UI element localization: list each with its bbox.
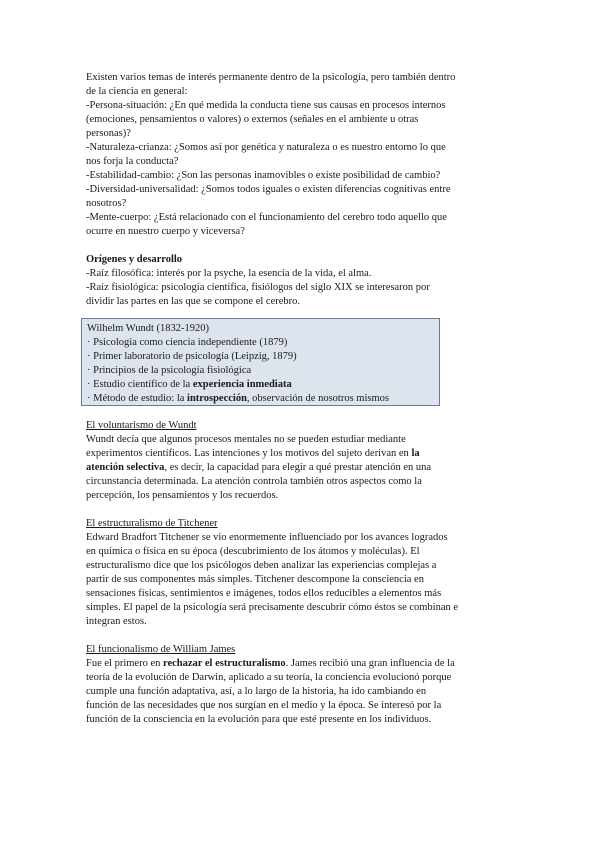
text-line: personas)? bbox=[86, 128, 131, 139]
wundt-box-item: · Psicología como ciencia independiente (1879) bbox=[87, 337, 288, 348]
text-span: · Estudio científico de la bbox=[87, 379, 193, 390]
text-span: Fue el primero en bbox=[86, 658, 163, 669]
text-line: -Raíz fisiológica: psicología científica, fisiólogos del siglo XIX se interesaron por bbox=[86, 282, 430, 293]
text-line bbox=[86, 447, 518, 461]
text-line: Edward Bradfort Titchener se vio enormemente influenciado por los avances logrados bbox=[86, 532, 448, 543]
text-line: nosotros? bbox=[86, 198, 127, 209]
text-line: nos forja la conducta? bbox=[86, 156, 179, 167]
text-line: de la ciencia en general: bbox=[86, 86, 188, 97]
text-line: -Persona-situación: ¿En qué medida la conducta tiene sus causas en procesos internos bbox=[86, 100, 446, 111]
bold-term: la bbox=[411, 448, 420, 459]
estructuralismo-section bbox=[86, 517, 518, 629]
text-line: Wundt decía que algunos procesos mentales no se pueden estudiar mediante bbox=[86, 434, 406, 445]
text-line bbox=[86, 657, 518, 671]
text-line: Existen varios temas de interés permanente dentro de la psicología, pero también dentro bbox=[86, 72, 456, 83]
text-line: -Naturaleza-crianza: ¿Somos así por genética y naturaleza o es nuestro entorno lo que bbox=[86, 142, 446, 153]
text-line: percepción, los pensamientos y los recuerdos. bbox=[86, 490, 279, 501]
text-line: simples. El papel de la psicología será precisamente descubrir cómo éstos se combinan e bbox=[86, 602, 459, 613]
wundt-box-item bbox=[87, 392, 439, 406]
wundt-box-title: Wilhelm Wundt (1832-1920) bbox=[87, 323, 210, 334]
text-line: dividir las partes en las que se compone el cerebro. bbox=[86, 296, 301, 307]
text-line: cumple una función adaptativa, así, a lo largo de la historia, ha ido cambiando en bbox=[86, 686, 427, 697]
bold-term: atención selectiva bbox=[86, 462, 165, 473]
text-line: -Estabilidad-cambio: ¿Son las personas inamovibles o existe posibilidad de cambio? bbox=[86, 170, 441, 181]
text-line: sensaciones físicas, sentimientos e imágenes, todos ellos reducibles a elementos más bbox=[86, 588, 442, 599]
wundt-info-box bbox=[81, 318, 440, 406]
text-line: -Diversidad-universalidad: ¿Somos todos iguales o existen diferencias cognitivas entre bbox=[86, 184, 451, 195]
text-span: · Método de estudio: la bbox=[87, 393, 188, 404]
funcionalismo-section bbox=[86, 643, 518, 727]
origins-section bbox=[86, 253, 518, 309]
voluntarismo-heading: El voluntarismo de Wundt bbox=[86, 420, 197, 431]
bold-term: introspección bbox=[187, 393, 247, 404]
text-line: en química o física en su época (descubrimiento de los átomos y moléculas). El bbox=[86, 546, 420, 557]
voluntarismo-section bbox=[86, 419, 518, 503]
bold-term: experiencia inmediata bbox=[192, 379, 292, 390]
text-span: . James recibió una gran influencia de la bbox=[285, 658, 455, 669]
wundt-box-item: · Primer laboratorio de psicología (Leipzig, 1879) bbox=[87, 351, 297, 362]
funcionalismo-heading: El funcionalismo de William James bbox=[86, 644, 236, 655]
origins-heading: Orígenes y desarrollo bbox=[86, 254, 183, 265]
text-line: estructuralismo dice que los psicólogos deben analizar las experiencias complejas a bbox=[86, 560, 437, 571]
text-line: -Mente-cuerpo: ¿Está relacionado con el funcionamiento del cerebro todo aquello que bbox=[86, 212, 447, 223]
intro-paragraph bbox=[86, 71, 518, 239]
text-line: función de la consciencia en la evolución para que esté presente en los individuos. bbox=[86, 714, 432, 725]
text-span: , es decir, la capacidad para elegir a qué prestar atención en una bbox=[164, 462, 432, 473]
text-line: partir de sus componentes más simples. Titchener descompone la consciencia en bbox=[86, 574, 424, 585]
estructuralismo-heading: El estructuralismo de Titchener bbox=[86, 518, 218, 529]
text-span: , observación de nosotros mismos bbox=[246, 393, 389, 404]
wundt-box-item: · Principios de la psicología fisiológica bbox=[87, 365, 252, 376]
text-line: integran estos. bbox=[86, 616, 147, 627]
text-line: ocurre en nuestro cuerpo y viceversa? bbox=[86, 226, 245, 237]
bold-term: rechazar el estructuralismo bbox=[162, 658, 286, 669]
wundt-box-item bbox=[87, 378, 439, 392]
text-line bbox=[86, 461, 518, 475]
text-line: (emociones, pensamientos o valores) o externos (señales en el ambiente u otras bbox=[86, 114, 419, 125]
text-line: -Raíz filosófica: interés por la psyche, la esencia de la vida, el alma. bbox=[86, 268, 372, 279]
text-line: función de las necesidades que nos surgían en el medio y la época. Se interesó por la bbox=[86, 700, 442, 711]
text-line: teoría de la evolución de Darwin, aplicado a su teoría, la conciencia evolucionó porque bbox=[86, 672, 452, 683]
text-line: circunstancia determinada. La atención controla también otros aspectos como la bbox=[86, 476, 422, 487]
text-span: experimentos científicos. Las intenciones y los motivos del sujeto derivan en bbox=[86, 448, 412, 459]
